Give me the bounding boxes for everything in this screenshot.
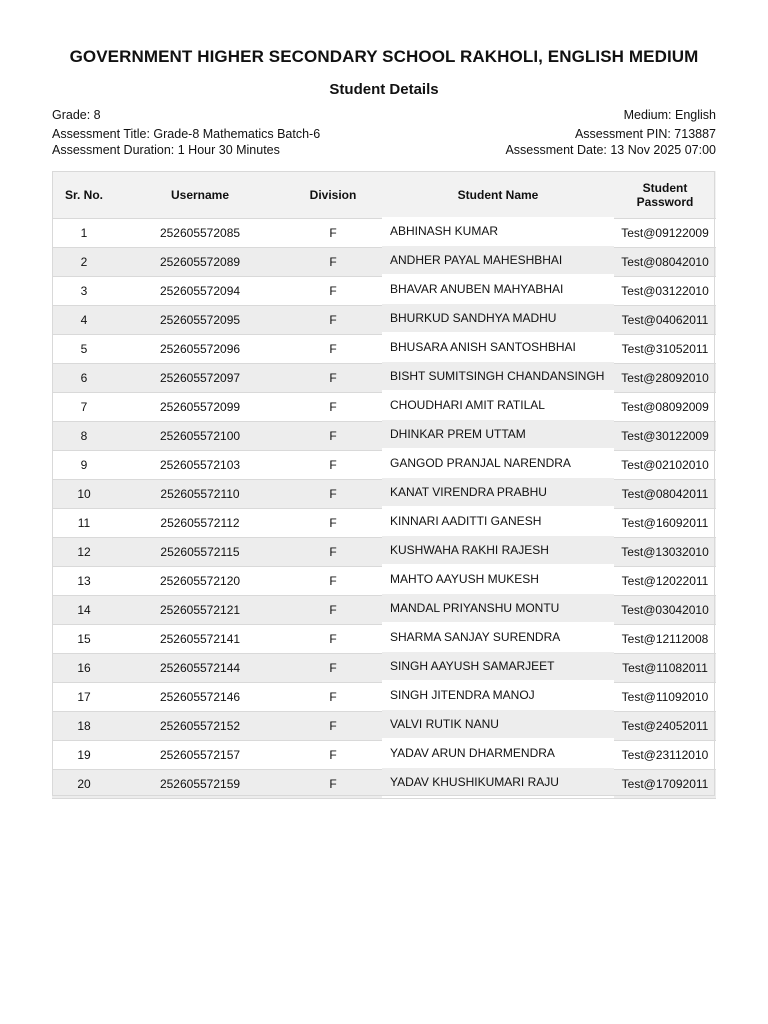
cell-division: F — [284, 422, 382, 451]
cell-division: F — [284, 654, 382, 683]
cell-sr-no: 7 — [52, 393, 116, 422]
cell-sr-no: 19 — [52, 741, 116, 770]
cell-sr-no: 10 — [52, 480, 116, 509]
table-row — [52, 683, 716, 712]
table-row — [52, 596, 716, 625]
cell-division: F — [284, 451, 382, 480]
table-row — [52, 654, 716, 683]
cell-username: 252605572089 — [116, 248, 284, 277]
table-row — [52, 741, 716, 770]
cell-student-name: KINNARI AADITTI GANESH — [382, 507, 614, 536]
table-row — [52, 393, 716, 422]
cell-division: F — [284, 277, 382, 306]
cell-division: F — [284, 712, 382, 741]
cell-sr-no: 17 — [52, 683, 116, 712]
cell-username: 252605572157 — [116, 741, 284, 770]
cell-student-password: Test@11092010 — [614, 683, 716, 712]
cell-division: F — [284, 625, 382, 654]
cell-username: 252605572115 — [116, 538, 284, 567]
cell-sr-no: 14 — [52, 596, 116, 625]
cell-student-name: GANGOD PRANJAL NARENDRA — [382, 449, 614, 478]
cell-student-password: Test@08042011 — [614, 480, 716, 509]
cell-division: F — [284, 248, 382, 277]
cell-student-password: Test@09122009 — [614, 219, 716, 248]
table-row — [52, 480, 716, 509]
cell-student-password: Test@03122010 — [614, 277, 716, 306]
cell-username: 252605572121 — [116, 596, 284, 625]
cell-username: 252605572095 — [116, 306, 284, 335]
cell-student-password: Test@28092010 — [614, 364, 716, 393]
cell-sr-no: 2 — [52, 248, 116, 277]
column-header-sr-no: Sr. No. — [52, 171, 116, 219]
cell-student-password: Test@04062011 — [614, 306, 716, 335]
cell-student-name: KUSHWAHA RAKHI RAJESH — [382, 536, 614, 565]
cell-student-name: DHINKAR PREM UTTAM — [382, 420, 614, 449]
school-name: GOVERNMENT HIGHER SECONDARY SCHOOL RAKHOLI, ENGLISH MEDIUM — [69, 47, 699, 66]
cell-student-password: Test@03042010 — [614, 596, 716, 625]
cell-sr-no: 8 — [52, 422, 116, 451]
cell-student-password: Test@11082011 — [614, 654, 716, 683]
cell-sr-no: 5 — [52, 335, 116, 364]
column-header-student-password-text: Student Password — [636, 180, 694, 209]
assessment-pin-label: Assessment PIN: 713887 — [574, 127, 716, 141]
cell-username: 252605572159 — [116, 770, 284, 799]
cell-student-password: Test@30122009 — [614, 422, 716, 451]
student-table — [52, 171, 716, 799]
cell-sr-no: 11 — [52, 509, 116, 538]
cell-username: 252605572097 — [116, 364, 284, 393]
column-header-student-password — [614, 171, 716, 219]
cell-student-name: ABHINASH KUMAR — [382, 217, 614, 246]
assessment-date-label: Assessment Date: 13 Nov 2025 07:00 — [505, 143, 716, 157]
cell-division: F — [284, 393, 382, 422]
cell-student-password: Test@31052011 — [614, 335, 716, 364]
table-row — [52, 219, 716, 248]
cell-student-password: Test@23112010 — [614, 741, 716, 770]
cell-student-password: Test@16092011 — [614, 509, 716, 538]
table-row — [52, 509, 716, 538]
cell-username: 252605572141 — [116, 625, 284, 654]
cell-username: 252605572144 — [116, 654, 284, 683]
table-row — [52, 335, 716, 364]
cell-division: F — [284, 770, 382, 799]
cell-student-name: BISHT SUMITSINGH CHANDANSINGH — [382, 362, 614, 391]
cell-username: 252605572094 — [116, 277, 284, 306]
cell-username: 252605572103 — [116, 451, 284, 480]
cell-division: F — [284, 306, 382, 335]
document-title: Student Details — [329, 81, 439, 98]
medium-label: Medium: English — [623, 108, 716, 122]
cell-username: 252605572099 — [116, 393, 284, 422]
cell-sr-no: 13 — [52, 567, 116, 596]
assessment-title-label: Assessment Title: Grade-8 Mathematics Batch-6 — [52, 127, 321, 141]
cell-sr-no: 4 — [52, 306, 116, 335]
table-row — [52, 306, 716, 335]
grade-label: Grade: 8 — [52, 108, 101, 122]
table-row — [52, 248, 716, 277]
cell-student-password: Test@17092011 — [614, 770, 716, 799]
table-row — [52, 451, 716, 480]
cell-username: 252605572110 — [116, 480, 284, 509]
cell-student-password: Test@24052011 — [614, 712, 716, 741]
cell-student-name: VALVI RUTIK NANU — [382, 710, 614, 739]
table-row — [52, 277, 716, 306]
assessment-duration-label: Assessment Duration: 1 Hour 30 Minutes — [52, 143, 280, 157]
cell-student-name: MANDAL PRIYANSHU MONTU — [382, 594, 614, 623]
cell-student-name: CHOUDHARI AMIT RATILAL — [382, 391, 614, 420]
student-table-body — [52, 219, 716, 799]
cell-student-name: YADAV ARUN DHARMENDRA — [382, 739, 614, 768]
cell-division: F — [284, 480, 382, 509]
cell-division: F — [284, 335, 382, 364]
cell-division: F — [284, 538, 382, 567]
cell-sr-no: 3 — [52, 277, 116, 306]
cell-student-name: SINGH JITENDRA MANOJ — [382, 681, 614, 710]
cell-student-name: BHAVAR ANUBEN MAHYABHAI — [382, 275, 614, 304]
cell-division: F — [284, 683, 382, 712]
cell-username: 252605572146 — [116, 683, 284, 712]
cell-username: 252605572085 — [116, 219, 284, 248]
table-row — [52, 712, 716, 741]
cell-sr-no: 16 — [52, 654, 116, 683]
cell-sr-no: 18 — [52, 712, 116, 741]
cell-student-name: MAHTO AAYUSH MUKESH — [382, 565, 614, 594]
cell-username: 252605572100 — [116, 422, 284, 451]
table-row — [52, 770, 716, 799]
cell-student-name: KANAT VIRENDRA PRABHU — [382, 478, 614, 507]
cell-student-name: SINGH AAYUSH SAMARJEET — [382, 652, 614, 681]
cell-username: 252605572096 — [116, 335, 284, 364]
cell-student-name: SHARMA SANJAY SURENDRA — [382, 623, 614, 652]
cell-student-name: ANDHER PAYAL MAHESHBHAI — [382, 246, 614, 275]
column-header-username: Username — [116, 171, 284, 219]
cell-student-name: BHUSARA ANISH SANTOSHBHAI — [382, 333, 614, 362]
cell-division: F — [284, 364, 382, 393]
cell-student-password: Test@08042010 — [614, 248, 716, 277]
cell-student-password: Test@08092009 — [614, 393, 716, 422]
cell-sr-no: 15 — [52, 625, 116, 654]
cell-division: F — [284, 741, 382, 770]
cell-sr-no: 6 — [52, 364, 116, 393]
cell-username: 252605572120 — [116, 567, 284, 596]
table-row — [52, 625, 716, 654]
cell-student-password: Test@13032010 — [614, 538, 716, 567]
cell-username: 252605572112 — [116, 509, 284, 538]
cell-division: F — [284, 509, 382, 538]
cell-sr-no: 9 — [52, 451, 116, 480]
cell-student-name: YADAV KHUSHIKUMARI RAJU — [382, 768, 614, 797]
cell-division: F — [284, 219, 382, 248]
cell-student-password: Test@12022011 — [614, 567, 716, 596]
cell-sr-no: 1 — [52, 219, 116, 248]
cell-sr-no: 20 — [52, 770, 116, 799]
cell-student-password: Test@02102010 — [614, 451, 716, 480]
column-header-division: Division — [284, 171, 382, 219]
cell-division: F — [284, 596, 382, 625]
cell-student-name: BHURKUD SANDHYA MADHU — [382, 304, 614, 333]
cell-username: 252605572152 — [116, 712, 284, 741]
column-header-student-name: Student Name — [382, 171, 614, 219]
cell-division: F — [284, 567, 382, 596]
cell-student-password: Test@12112008 — [614, 625, 716, 654]
table-row — [52, 538, 716, 567]
table-row — [52, 364, 716, 393]
table-row — [52, 422, 716, 451]
table-header-row — [52, 171, 716, 219]
cell-sr-no: 12 — [52, 538, 116, 567]
table-row — [52, 567, 716, 596]
